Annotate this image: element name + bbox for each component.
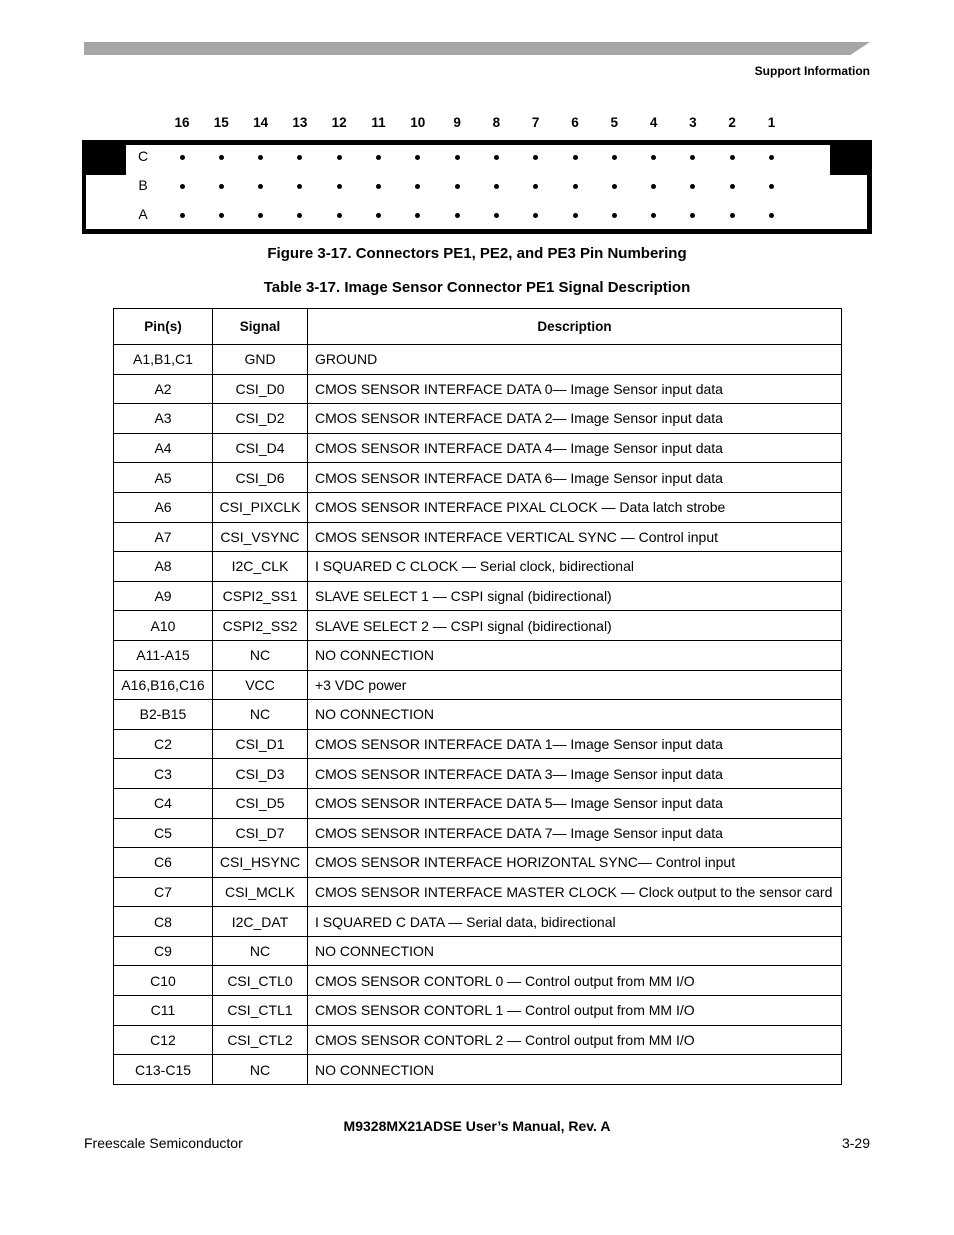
signal-cell: CSI_D2 xyxy=(213,404,308,434)
table-row xyxy=(114,729,842,759)
pin-dot xyxy=(219,184,224,189)
pin-cell: C6 xyxy=(114,848,213,878)
pin-cell: A10 xyxy=(114,611,213,641)
pin-dot xyxy=(690,155,695,160)
table-row xyxy=(114,433,842,463)
description-cell: +3 VDC power xyxy=(308,670,842,700)
description-cell: CMOS SENSOR INTERFACE DATA 0— Image Sensor input data xyxy=(308,374,842,404)
pin-number-label: 14 xyxy=(253,115,269,130)
pin-number-label: 13 xyxy=(292,115,308,130)
table-row xyxy=(114,611,842,641)
description-cell: NO CONNECTION xyxy=(308,936,842,966)
manual-title: M9328MX21ADSE User’s Manual, Rev. A xyxy=(343,1118,611,1134)
pin-dot xyxy=(690,184,695,189)
signal-cell: CSI_D5 xyxy=(213,788,308,818)
pin-number-row xyxy=(0,115,954,133)
pin-dot xyxy=(494,184,499,189)
description-cell: CMOS SENSOR INTERFACE DATA 1— Image Sensor input data xyxy=(308,729,842,759)
row-label: A xyxy=(138,206,148,222)
table-row xyxy=(114,1025,842,1055)
table-row xyxy=(114,552,842,582)
table-row xyxy=(114,788,842,818)
pin-cell: A4 xyxy=(114,433,213,463)
pin-dot xyxy=(415,184,420,189)
pin-number-label: 10 xyxy=(410,115,426,130)
description-cell: CMOS SENSOR INTERFACE DATA 6— Image Sensor input data xyxy=(308,463,842,493)
signal-cell: I2C_DAT xyxy=(213,907,308,937)
pin-dot xyxy=(455,184,460,189)
pin-dot xyxy=(415,155,420,160)
row-label: C xyxy=(137,148,149,164)
pin-number-label: 2 xyxy=(728,115,736,130)
header-description: Description xyxy=(308,309,842,345)
table-row xyxy=(114,640,842,670)
pin-dot xyxy=(769,213,774,218)
signal-cell: CSI_PIXCLK xyxy=(213,492,308,522)
signal-cell: NC xyxy=(213,640,308,670)
pin-dot xyxy=(651,155,656,160)
table-row xyxy=(114,818,842,848)
page-number: 3-29 xyxy=(841,1135,870,1151)
pin-cell: C9 xyxy=(114,936,213,966)
pin-dot xyxy=(337,155,342,160)
table-row xyxy=(114,966,842,996)
connector-body-top xyxy=(126,145,830,180)
connector-diagram xyxy=(82,140,872,234)
pin-dot xyxy=(533,184,538,189)
pin-dot xyxy=(415,213,420,218)
pin-cell: A16,B16,C16 xyxy=(114,670,213,700)
pin-cell: A1,B1,C1 xyxy=(114,345,213,375)
pin-dot xyxy=(612,213,617,218)
pin-dot xyxy=(573,155,578,160)
description-cell: CMOS SENSOR CONTORL 1 — Control output from MM I/O xyxy=(308,996,842,1026)
pin-dot xyxy=(494,155,499,160)
pin-number-label: 6 xyxy=(571,115,579,130)
signal-cell: CSI_CTL1 xyxy=(213,996,308,1026)
pin-number-label: 16 xyxy=(174,115,190,130)
section-title: Support Information xyxy=(754,64,870,78)
signal-cell: NC xyxy=(213,1055,308,1085)
pin-cell: A9 xyxy=(114,581,213,611)
pin-dot xyxy=(297,213,302,218)
pin-dot xyxy=(180,184,185,189)
row-label: B xyxy=(138,177,148,193)
description-cell: CMOS SENSOR INTERFACE DATA 2— Image Sensor input data xyxy=(308,404,842,434)
pin-dot xyxy=(612,155,617,160)
signal-cell: CSI_D1 xyxy=(213,729,308,759)
pin-dot xyxy=(730,184,735,189)
pin-cell: A3 xyxy=(114,404,213,434)
pin-dot xyxy=(219,213,224,218)
pin-dot xyxy=(258,155,263,160)
pin-dot xyxy=(730,213,735,218)
signal-cell: I2C_CLK xyxy=(213,552,308,582)
pin-dot xyxy=(651,213,656,218)
pin-dot xyxy=(376,184,381,189)
pin-cell: A8 xyxy=(114,552,213,582)
signal-cell: CSI_D3 xyxy=(213,759,308,789)
description-cell: CMOS SENSOR INTERFACE HORIZONTAL SYNC— Control input xyxy=(308,848,842,878)
table-row xyxy=(114,848,842,878)
pin-dot xyxy=(455,213,460,218)
pin-dot xyxy=(376,155,381,160)
table-row xyxy=(114,581,842,611)
description-cell: CMOS SENSOR INTERFACE DATA 7— Image Sensor input data xyxy=(308,818,842,848)
pin-cell: C3 xyxy=(114,759,213,789)
pin-cell: A7 xyxy=(114,522,213,552)
signal-cell: VCC xyxy=(213,670,308,700)
pin-dot xyxy=(337,184,342,189)
pin-dot xyxy=(533,155,538,160)
description-cell: CMOS SENSOR INTERFACE PIXAL CLOCK — Data latch strobe xyxy=(308,492,842,522)
pin-cell: A11-A15 xyxy=(114,640,213,670)
description-cell: NO CONNECTION xyxy=(308,700,842,730)
pin-dot xyxy=(494,213,499,218)
pin-dot xyxy=(297,155,302,160)
signal-cell: CSI_HSYNC xyxy=(213,848,308,878)
figure-caption: Figure 3-17. Connectors PE1, PE2, and PE3 Pin Numbering xyxy=(267,245,687,262)
connector-body xyxy=(86,175,867,229)
pin-number-label: 9 xyxy=(453,115,461,130)
pin-cell: A5 xyxy=(114,463,213,493)
header-bar xyxy=(84,42,870,55)
table-row xyxy=(114,759,842,789)
pin-cell: C7 xyxy=(114,877,213,907)
description-cell: I SQUARED C DATA — Serial data, bidirectional xyxy=(308,907,842,937)
table-row xyxy=(114,936,842,966)
signal-cell: CSI_CTL2 xyxy=(213,1025,308,1055)
pin-cell: C13-C15 xyxy=(114,1055,213,1085)
pin-cell: C5 xyxy=(114,818,213,848)
description-cell: CMOS SENSOR INTERFACE DATA 5— Image Sensor input data xyxy=(308,788,842,818)
description-cell: NO CONNECTION xyxy=(308,640,842,670)
table-row xyxy=(114,492,842,522)
pin-cell: C8 xyxy=(114,907,213,937)
pin-dot xyxy=(258,184,263,189)
pin-dot xyxy=(730,155,735,160)
pin-number-label: 11 xyxy=(371,115,386,130)
pin-cell: C2 xyxy=(114,729,213,759)
table-row xyxy=(114,1055,842,1085)
header-pins: Pin(s) xyxy=(114,309,213,345)
pin-dot xyxy=(258,213,263,218)
table-row xyxy=(114,374,842,404)
pin-dot xyxy=(180,213,185,218)
description-cell: SLAVE SELECT 2 — CSPI signal (bidirectional) xyxy=(308,611,842,641)
signal-cell: NC xyxy=(213,936,308,966)
pin-dot xyxy=(219,155,224,160)
pin-dot xyxy=(573,184,578,189)
description-cell: SLAVE SELECT 1 — CSPI signal (bidirectional) xyxy=(308,581,842,611)
pin-dot xyxy=(690,213,695,218)
description-cell: I SQUARED C CLOCK — Serial clock, bidirectional xyxy=(308,552,842,582)
pin-number-label: 12 xyxy=(331,115,347,130)
signal-table xyxy=(113,308,842,1085)
pin-dot xyxy=(337,213,342,218)
pin-number-label: 15 xyxy=(213,115,229,130)
pin-cell: C10 xyxy=(114,966,213,996)
signal-cell: CSI_VSYNC xyxy=(213,522,308,552)
description-cell: NO CONNECTION xyxy=(308,1055,842,1085)
table-row xyxy=(114,463,842,493)
company-name: Freescale Semiconductor xyxy=(84,1135,243,1151)
signal-cell: CSPI2_SS2 xyxy=(213,611,308,641)
signal-cell: CSI_CTL0 xyxy=(213,966,308,996)
pin-dot xyxy=(533,213,538,218)
signal-cell: CSI_D0 xyxy=(213,374,308,404)
signal-cell: CSPI2_SS1 xyxy=(213,581,308,611)
table-row xyxy=(114,670,842,700)
pin-number-label: 3 xyxy=(689,115,697,130)
pin-dot xyxy=(376,213,381,218)
pin-cell: C4 xyxy=(114,788,213,818)
table-row xyxy=(114,907,842,937)
signal-cell: CSI_MCLK xyxy=(213,877,308,907)
description-cell: CMOS SENSOR CONTORL 2 — Control output from MM I/O xyxy=(308,1025,842,1055)
pin-dot xyxy=(180,155,185,160)
pin-cell: A6 xyxy=(114,492,213,522)
pin-cell: A2 xyxy=(114,374,213,404)
pin-cell: C11 xyxy=(114,996,213,1026)
pin-number-label: 1 xyxy=(767,115,776,130)
pin-dot xyxy=(651,184,656,189)
description-cell: CMOS SENSOR CONTORL 0 — Control output from MM I/O xyxy=(308,966,842,996)
table-row xyxy=(114,522,842,552)
signal-cell: GND xyxy=(213,345,308,375)
description-cell: CMOS SENSOR INTERFACE VERTICAL SYNC — Control input xyxy=(308,522,842,552)
pin-number-label: 7 xyxy=(531,115,540,130)
signal-cell: CSI_D4 xyxy=(213,433,308,463)
pin-number-label: 5 xyxy=(610,115,619,130)
signal-cell: CSI_D6 xyxy=(213,463,308,493)
signal-cell: NC xyxy=(213,700,308,730)
pin-dot xyxy=(769,184,774,189)
description-cell: CMOS SENSOR INTERFACE MASTER CLOCK — Clock output to the sensor card xyxy=(308,877,842,907)
pin-dot xyxy=(612,184,617,189)
table-row xyxy=(114,345,842,375)
description-cell: GROUND xyxy=(308,345,842,375)
pin-dot xyxy=(455,155,460,160)
pin-dot xyxy=(769,155,774,160)
table-row xyxy=(114,877,842,907)
pin-dot xyxy=(573,213,578,218)
pin-cell: C12 xyxy=(114,1025,213,1055)
pin-cell: B2-B15 xyxy=(114,700,213,730)
description-cell: CMOS SENSOR INTERFACE DATA 3— Image Sensor input data xyxy=(308,759,842,789)
pin-number-label: 8 xyxy=(492,115,501,130)
description-cell: CMOS SENSOR INTERFACE DATA 4— Image Sensor input data xyxy=(308,433,842,463)
table-header-row xyxy=(114,309,842,345)
pin-dot xyxy=(297,184,302,189)
pin-number-label: 4 xyxy=(649,115,658,130)
table-caption: Table 3-17. Image Sensor Connector PE1 Signal Description xyxy=(263,279,691,296)
table-row xyxy=(114,996,842,1026)
header-signal: Signal xyxy=(213,309,308,345)
table-row xyxy=(114,404,842,434)
signal-cell: CSI_D7 xyxy=(213,818,308,848)
table-row xyxy=(114,700,842,730)
